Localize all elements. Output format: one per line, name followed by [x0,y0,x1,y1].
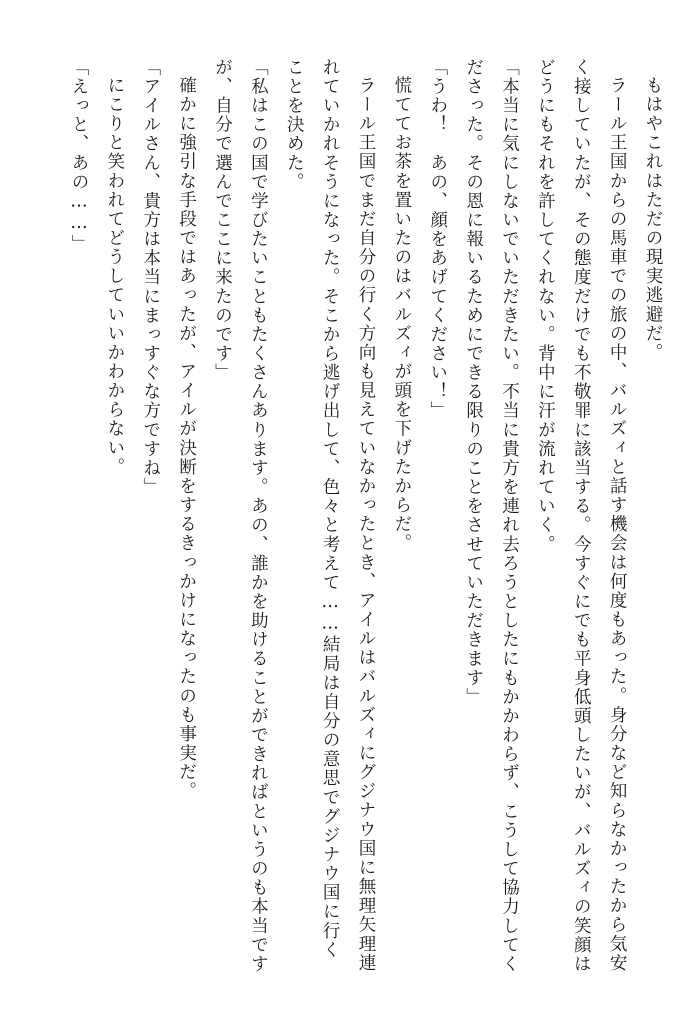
paragraph: 確かに強引な手段ではあったが、アイルが決断をするきっかけになったのも事実だ。 [176,75,197,801]
paragraph: ラール王国でまだ自分の行く方向も見えていなかったとき、アイルはバルズィにグジナウ国に無理矢理連れていかれそうになった。そこから逃げ出して、色々と考えて……結局は自分の意思でグジナウ国に行くことを決めた。 [284,58,376,973]
paragraph: 「私はこの国で学びたいこともたくさんあります。あの、誰かを助けることができればというのも本当ですが、自分で選んでここに来たのです」 [212,58,269,974]
vertical-text-body [34,58,670,976]
paragraph: もはやこれはただの現実逃避だ。 [643,75,663,362]
paragraph: 「アイルさん、貴方は本当にまっすぐな方ですね」 [140,58,161,497]
paragraph: 「うわ！ あの、顔をあげてください！」 [427,58,448,421]
paragraph: 「本当に気にしないでいただきたい。不当に貴方を連れ去ろうとしたにもかかわらず、こうして協力してくださった。その恩に報いるためにできる限りのことをさせていただきます」 [463,58,520,974]
paragraph: 慌ててお茶を置いたのはバルズィが頭を下げたからだ。 [391,75,412,553]
paragraph: ラール王国からの馬車での旅の中、バルズィと話す機会は何度もあった。身分など知らなかったから気安く接していたが、その態度だけでも不敬罪に該当する。今すぐにでも平身低頭したいが、バルズィの笑顔はどうにもそれを許してくれない。背中に汗が流れていく。 [535,58,628,974]
paragraph: 「えっと、あの……」 [69,58,89,254]
paragraph: にこりと笑われてどうしていいかわからない。 [104,75,125,477]
